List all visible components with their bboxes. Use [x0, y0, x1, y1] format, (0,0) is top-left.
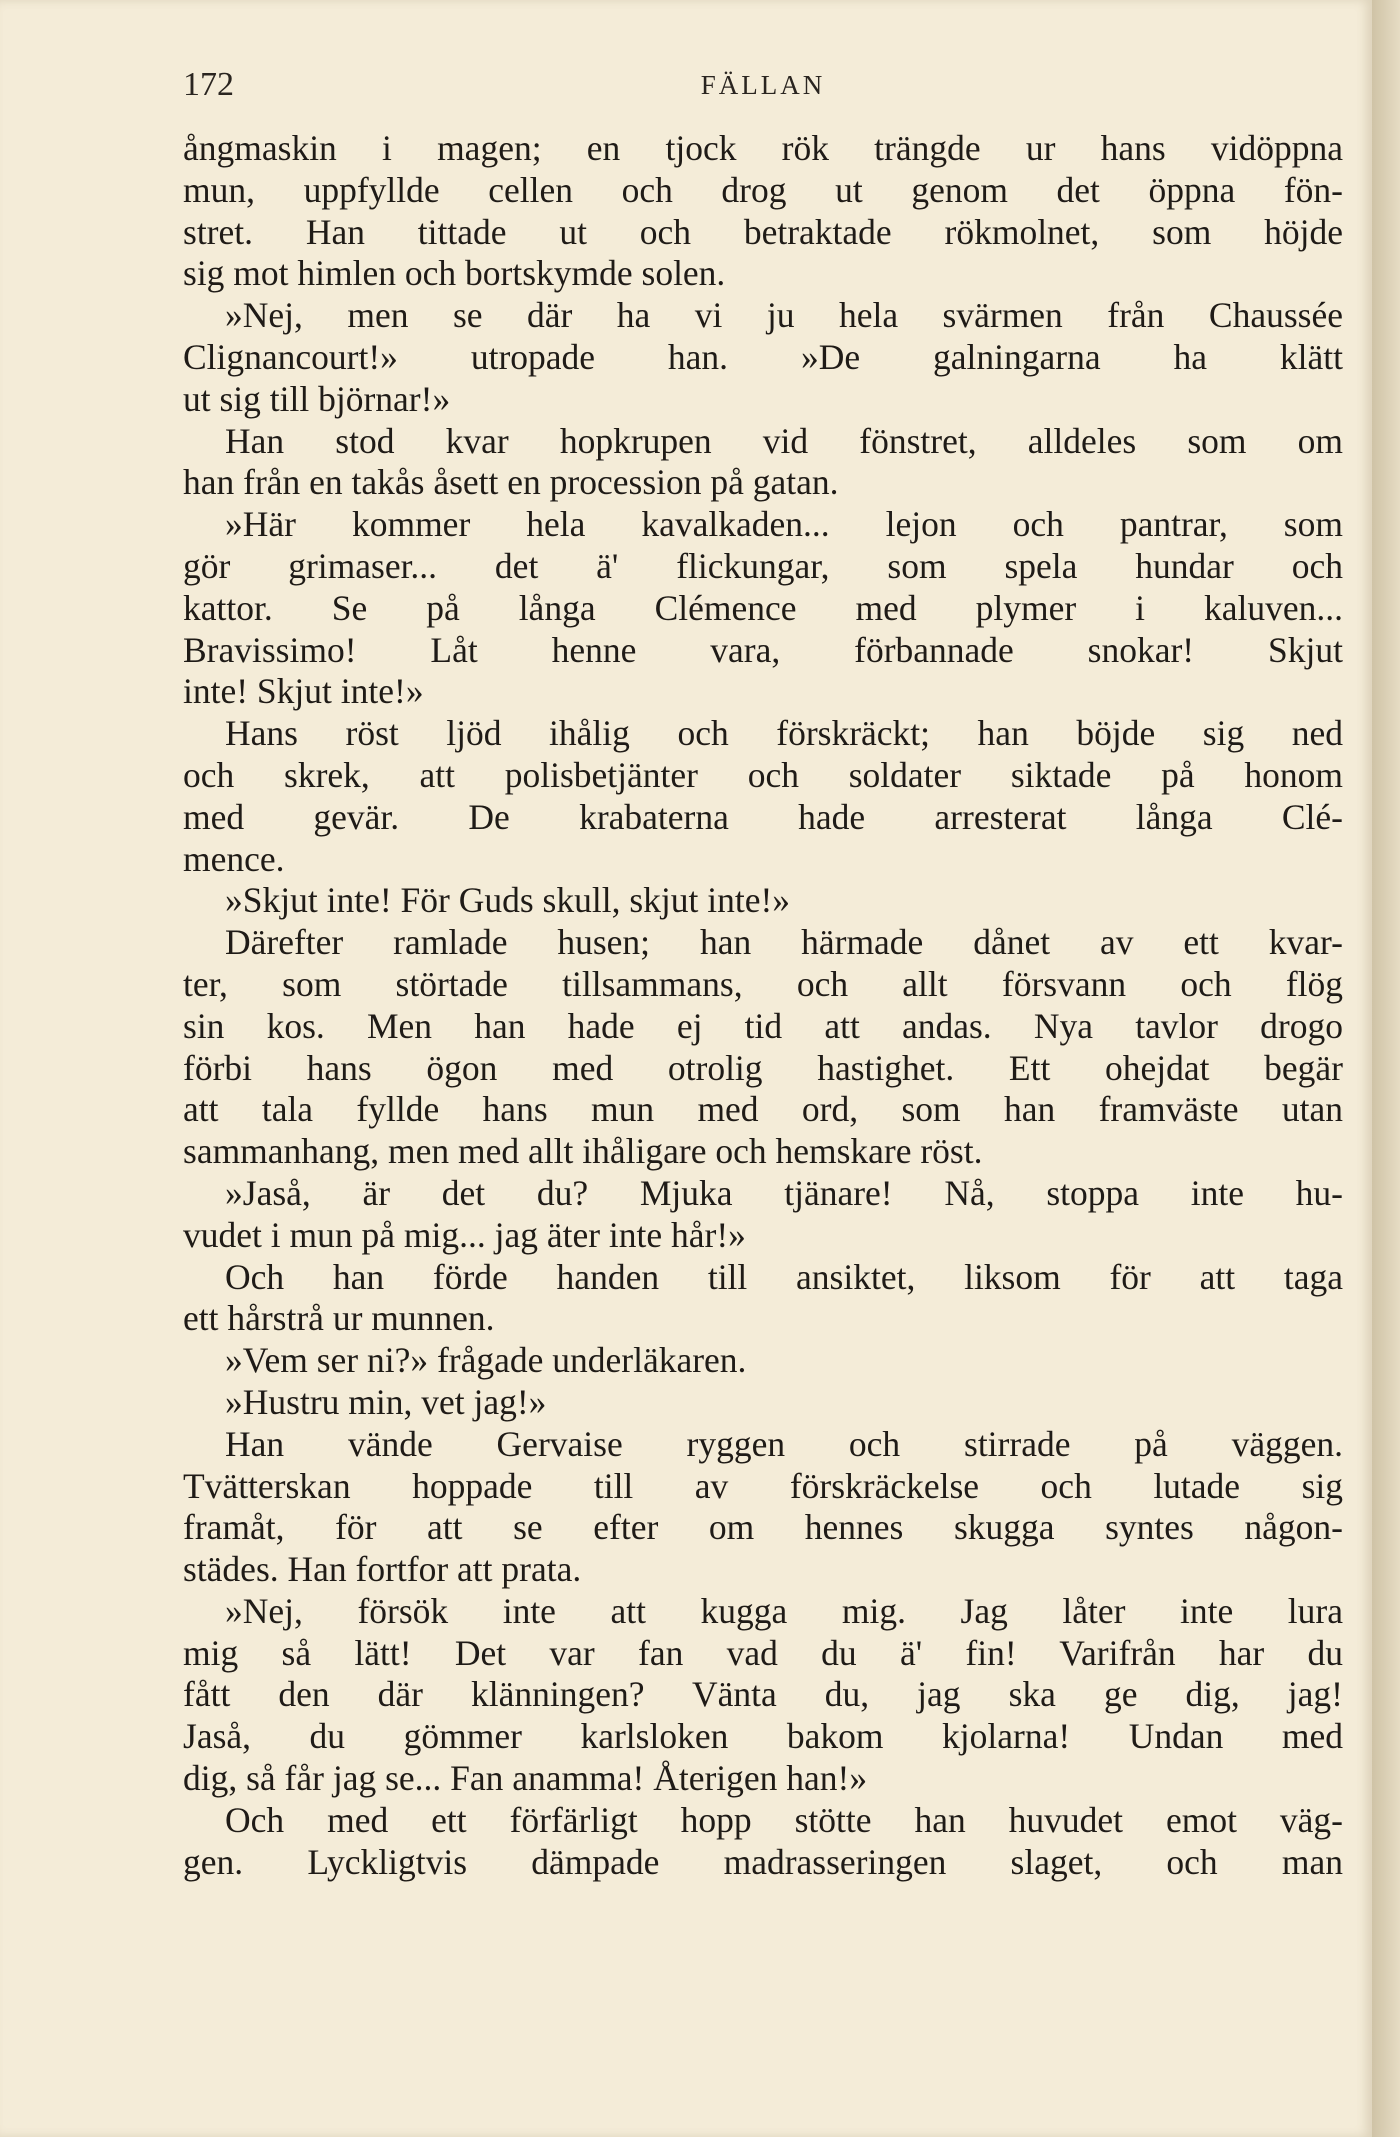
text-line: mig så lätt! Det var fan vad du ä' fin! Varifrån har du	[183, 1632, 1343, 1673]
page-header	[183, 66, 1343, 116]
text-line: mence.	[183, 838, 285, 879]
text-line: med gevär. De krabaterna hade arresterat långa Clé-	[183, 796, 1343, 837]
text-line: gör grimaser... det ä' flickungar, som spela hundar och	[183, 545, 1343, 586]
text-line: Därefter ramlade husen; han härmade dånet av ett kvar-	[225, 922, 1343, 963]
text-line: stret. Han tittade ut och betraktade rökmolnet, som höjde	[183, 211, 1343, 252]
text-line: »Hustru min, vet jag!»	[225, 1381, 547, 1422]
page-edge	[1372, 0, 1400, 2137]
text-line: dig, så får jag se... Fan anamma! Återigen han!»	[183, 1758, 868, 1799]
text-line: »Nej, men se där ha vi ju hela svärmen från Chaussée	[225, 295, 1343, 336]
text-line: ångmaskin i magen; en tjock rök trängde ur hans vidöppna	[183, 128, 1343, 168]
text-line: Och han förde handen till ansiktet, liksom för att taga	[225, 1256, 1343, 1297]
text-line: kattor. Se på långa Clémence med plymer i kaluven...	[183, 587, 1343, 628]
text-line: sammanhang, men med allt ihåligare och hemskare röst.	[183, 1131, 983, 1172]
text-line: och skrek, att polisbetjänter och soldater siktade på honom	[183, 754, 1343, 795]
text-line: vudet i mun på mig... jag äter inte hår!»	[183, 1214, 746, 1255]
body-text	[183, 128, 1343, 1883]
text-line: framåt, för att se efter om hennes skugga syntes någon-	[183, 1507, 1343, 1548]
text-line: Tvätterskan hoppade till av förskräckelse och lutade sig	[183, 1465, 1343, 1506]
text-line: städes. Han fortfor att prata.	[183, 1549, 582, 1590]
page-number: 172	[183, 66, 234, 103]
text-line: sig mot himlen och bortskymde solen.	[183, 253, 726, 294]
text-line: Jaså, du gömmer karlsloken bakom kjolarna! Undan med	[183, 1716, 1343, 1757]
text-line: Han stod kvar hopkrupen vid fönstret, alldeles som om	[225, 420, 1343, 461]
text-line: Han vände Gervaise ryggen och stirrade på väggen.	[225, 1423, 1343, 1464]
text-line: ter, som störtade tillsammans, och allt försvann och flög	[183, 963, 1343, 1004]
text-line: förbi hans ögon med otrolig hastighet. Ett ohejdat begär	[183, 1047, 1343, 1088]
text-line: »Jaså, är det du? Mjuka tjänare! Nå, stoppa inte hu-	[225, 1172, 1343, 1213]
text-line: gen. Lyckligtvis dämpade madrasseringen slaget, och man	[183, 1841, 1343, 1882]
running-title: FÄLLAN	[700, 70, 826, 100]
text-line: »Skjut inte! För Guds skull, skjut inte!»	[225, 880, 791, 921]
text-line: Och med ett förfärligt hopp stötte han huvudet emot väg-	[225, 1799, 1343, 1840]
text-line: fått den där klänningen? Vänta du, jag ska ge dig, jag!	[183, 1674, 1343, 1715]
text-line: han från en takås åsett en procession på gatan.	[183, 462, 839, 503]
text-line: »Nej, försök inte att kugga mig. Jag låter inte lura	[225, 1590, 1343, 1631]
text-line: sin kos. Men han hade ej tid att andas. Nya tavlor drogo	[183, 1005, 1343, 1046]
text-line: mun, uppfyllde cellen och drog ut genom det öppna fön-	[183, 169, 1343, 210]
text-line: Clignancourt!» utropade han. »De galningarna ha klätt	[183, 336, 1343, 377]
text-line: »Här kommer hela kavalkaden... lejon och pantrar, som	[225, 504, 1343, 545]
text-line: att tala fyllde hans mun med ord, som han framväste utan	[183, 1089, 1343, 1130]
text-line: ett hårstrå ur munnen.	[183, 1298, 495, 1339]
text-line: Bravissimo! Låt henne vara, förbannade snokar! Skjut	[183, 629, 1343, 670]
text-line: inte! Skjut inte!»	[183, 671, 424, 712]
text-line: ut sig till björnar!»	[183, 378, 451, 419]
text-line: »Vem ser ni?» frågade underläkaren.	[225, 1340, 747, 1381]
text-line: Hans röst ljöd ihålig och förskräckt; han böjde sig ned	[225, 713, 1343, 754]
